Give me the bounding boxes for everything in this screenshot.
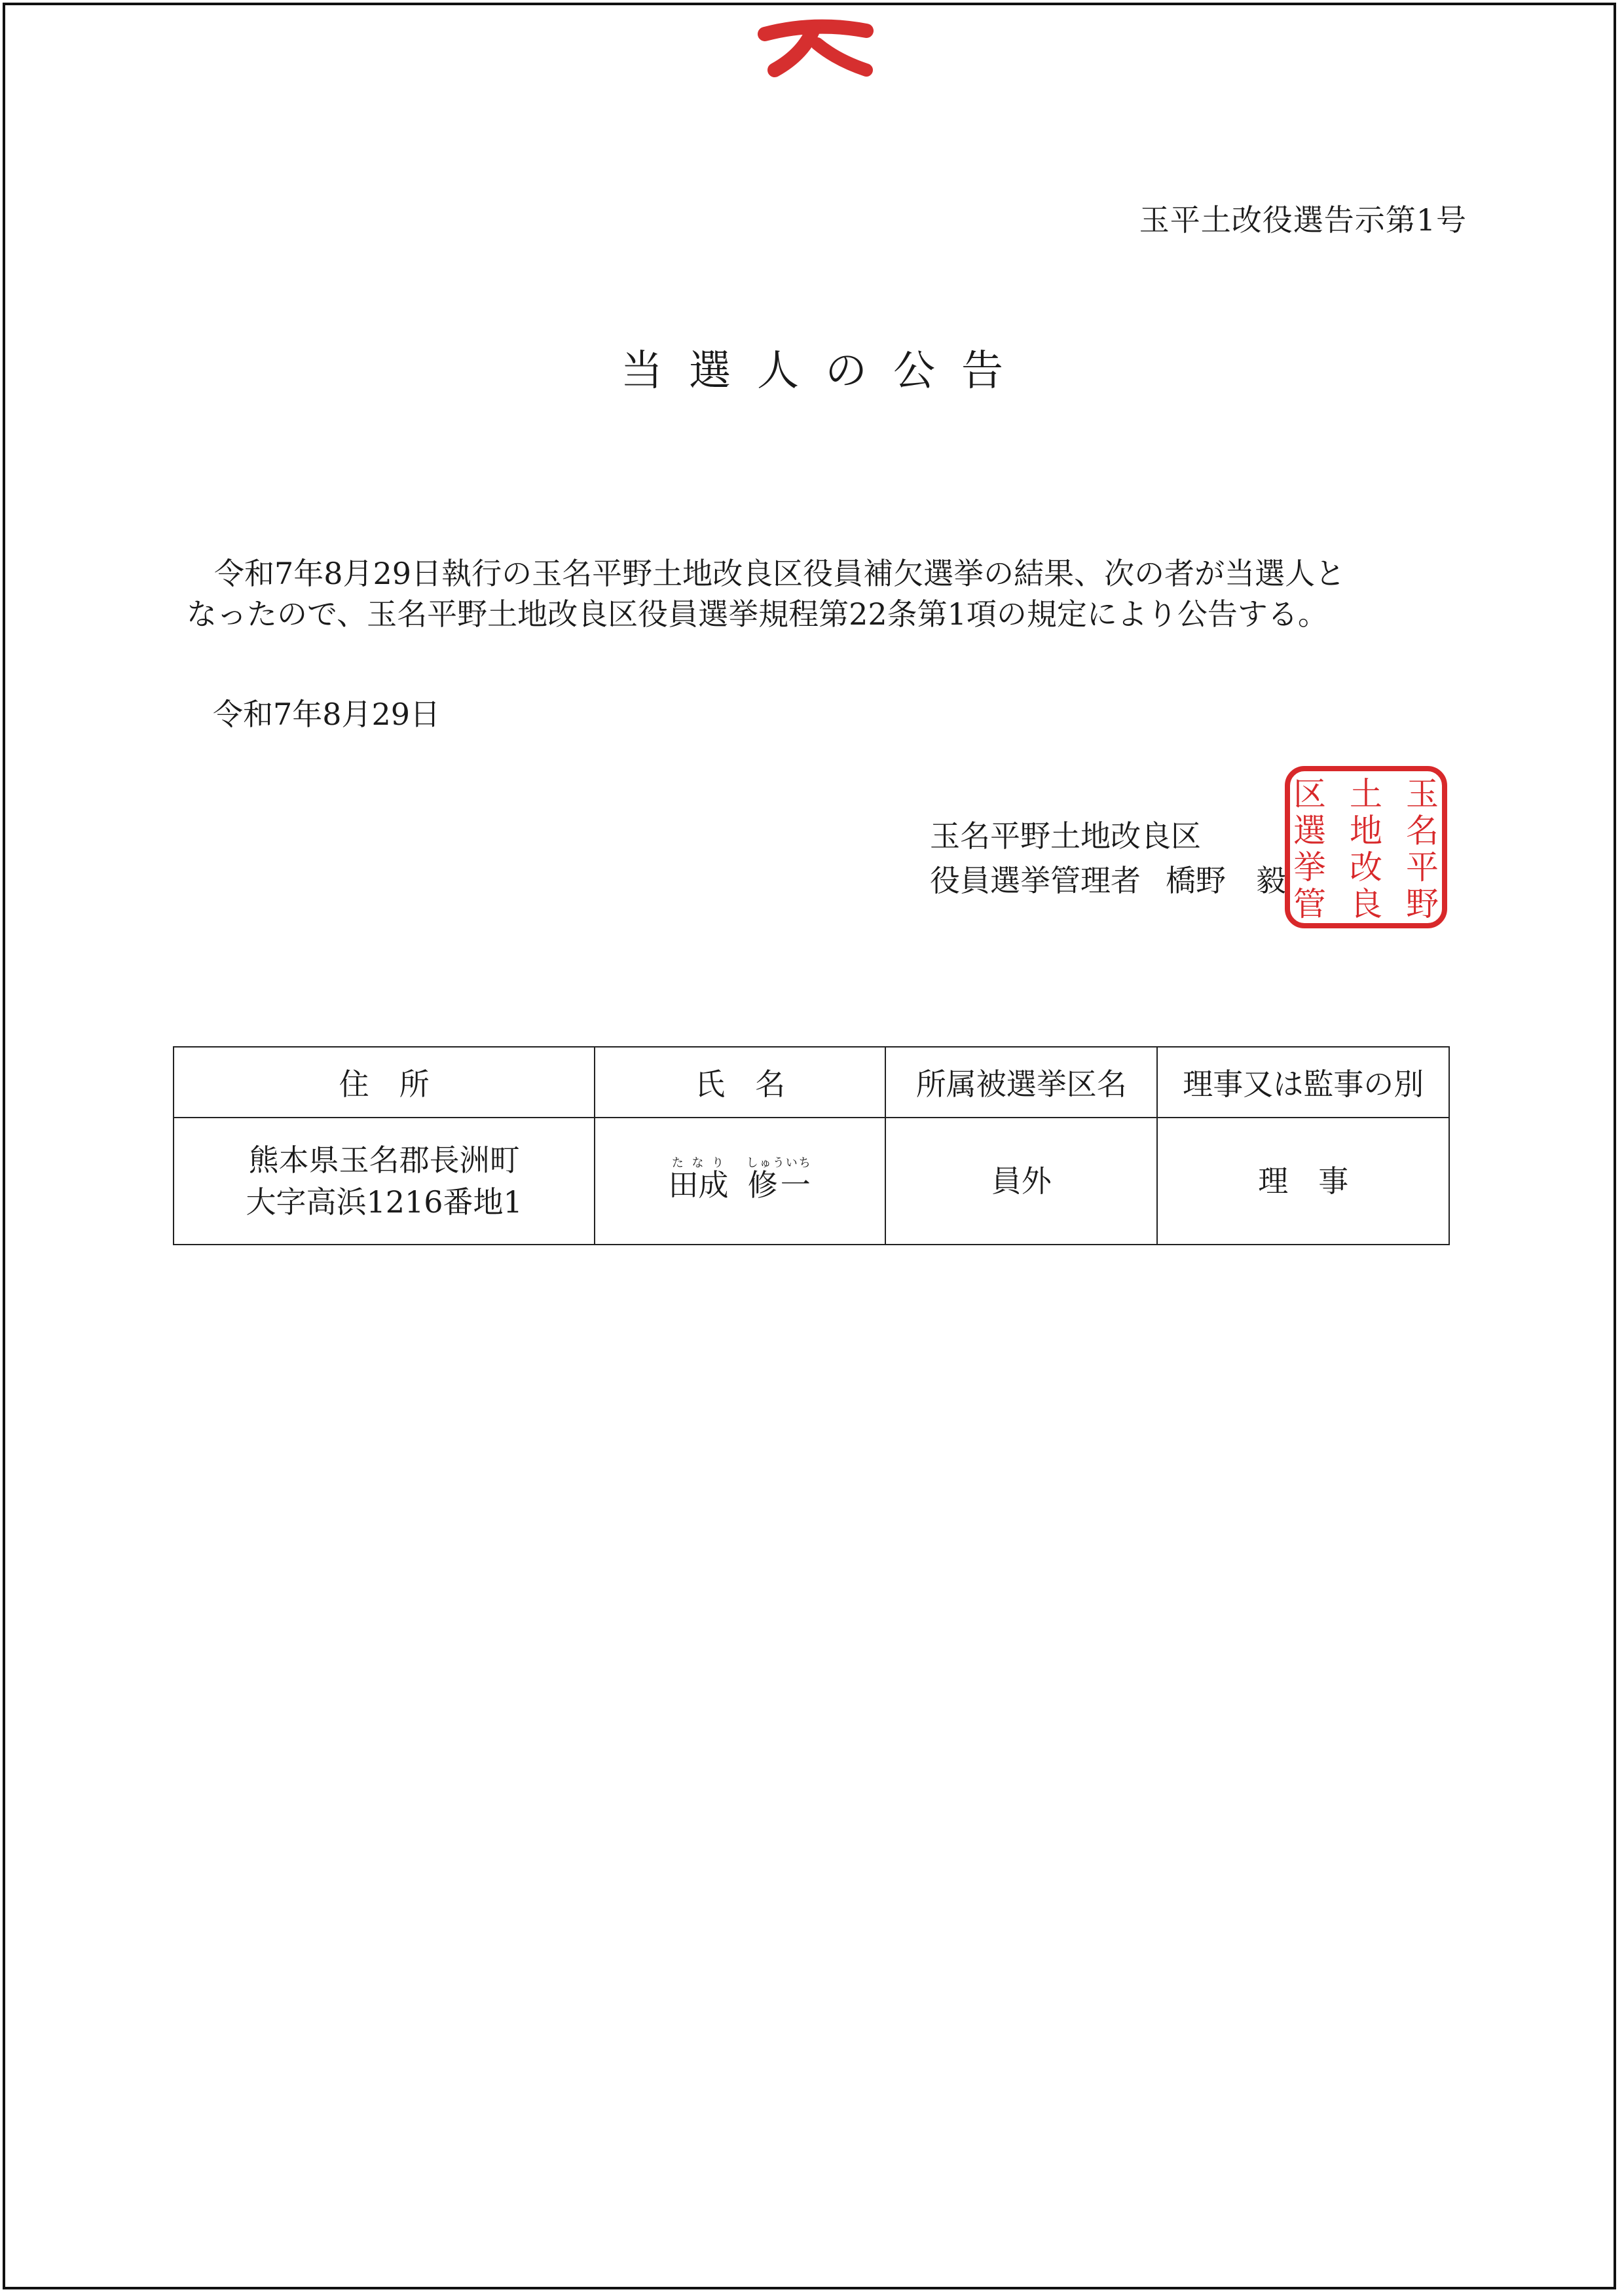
name-given-reading: しゅういち [746,1156,812,1170]
notice-date: 令和7年8月29日 [213,697,441,732]
cell-address [174,1118,595,1245]
address-line-2: 大字高浜1216番地1 [246,1184,523,1220]
seal-char: 玉 [1406,775,1439,813]
seal-char: 管 [1293,885,1326,923]
issuer-block [930,814,1286,903]
seal-char: 改 [1350,848,1382,886]
seal-char: 区 [1293,775,1326,813]
seal-char: 名 [1406,812,1439,850]
seal-char: 平 [1406,848,1439,886]
top-stamp-mark [752,8,876,80]
body-line-2: なったので、玉名平野土地改良区役員選挙規程第22条第1項の規定により公告する。 [187,596,1328,632]
seal-char: 野 [1406,885,1439,923]
seal-char: 挙 [1293,848,1326,886]
header-district: 所属被選挙区名 [885,1047,1157,1118]
body-line-1: 令和7年8月29日執行の玉名平野土地改良区役員補欠選挙の結果、次の者が当選人と [214,556,1346,591]
issuer-title: 役員選挙管理者 [930,863,1141,898]
name-family: 田成たなり [668,1156,729,1203]
table-header-row [174,1047,1449,1118]
seal-char: 良 [1350,885,1382,923]
issuer-organization: 玉名平野土地改良区 [930,818,1201,854]
official-seal [1283,765,1449,930]
notice-number: 玉平土改役選告示第1号 [1139,202,1467,238]
seal-char: 土 [1350,775,1382,813]
notice-body [187,553,1444,634]
seal-char: 選 [1293,812,1326,850]
cell-district: 員外 [885,1118,1157,1245]
cell-name [595,1118,885,1245]
name-family-reading: たなり [668,1156,729,1170]
address-line-1: 熊本県玉名郡長洲町 [248,1142,520,1178]
header-address: 住 所 [174,1047,595,1118]
page-title: 当選人の公告 [621,347,1029,395]
name-given: 修一しゅういち [746,1156,812,1203]
winners-table [173,1046,1450,1245]
header-name: 氏 名 [595,1047,885,1118]
table-row [174,1118,1449,1245]
header-role: 理事又は監事の別 [1157,1047,1449,1118]
seal-char: 地 [1350,812,1382,850]
issuer-name: 橋野 毅 [1166,863,1286,898]
cell-role: 理 事 [1157,1118,1449,1245]
